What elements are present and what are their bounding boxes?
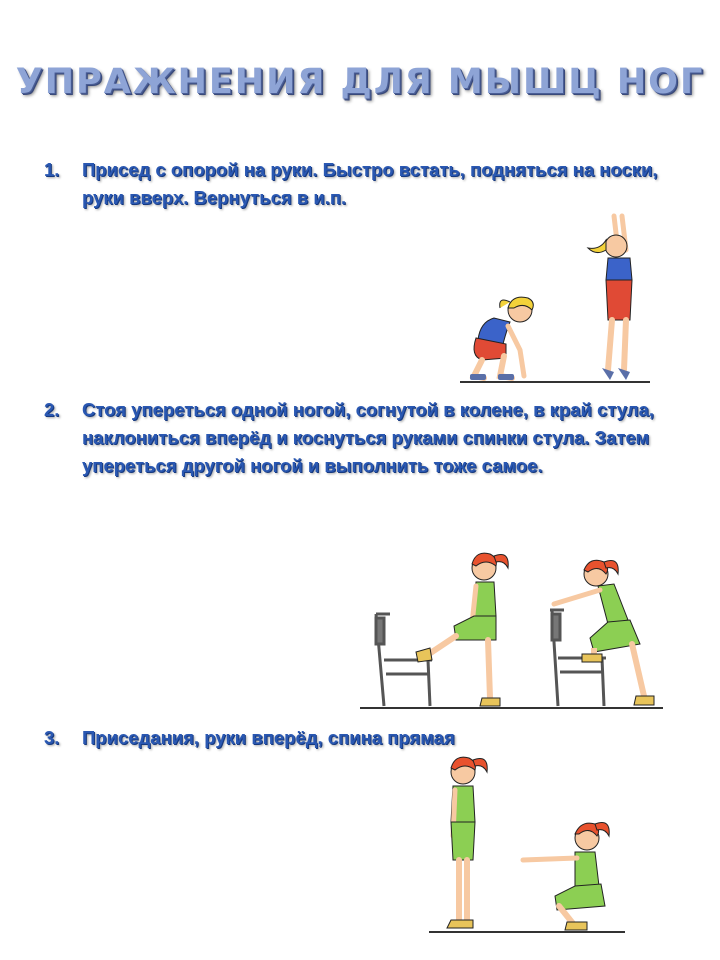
exercise-1-illustration <box>440 210 670 390</box>
exercise-2-text: Стоя упереться одной ногой, согнутой в колене, в край стула, наклониться вперёд и коснуться руками спинки стула. Затем упереться другой ногой и выполнить тоже самое. <box>82 399 655 476</box>
exercise-3 <box>44 724 684 752</box>
standing-girl-figure <box>447 757 487 928</box>
exercise-2-illustration <box>358 540 668 715</box>
exercise-1-number: 1. <box>44 159 60 180</box>
exercise-1-text: Присед с опорой на руки. Быстро встать, подняться на носки, руки вверх. Вернуться в и.п. <box>82 159 658 208</box>
exercise-1 <box>44 156 684 212</box>
page-title: УПРАЖНЕНИЯ ДЛЯ МЫШЦ НОГ <box>15 62 705 102</box>
crouching-girl-figure <box>470 297 533 380</box>
squatting-girl-arms-forward-figure <box>523 823 609 931</box>
exercise-2 <box>44 396 684 480</box>
exercise-3-illustration <box>425 750 630 940</box>
exercise-3-text: Приседания, руки вперёд, спина прямая <box>82 727 455 748</box>
exercise-2-number: 2. <box>44 399 60 420</box>
standing-girl-arms-up-figure <box>588 216 632 380</box>
exercise-3-number: 3. <box>44 727 60 748</box>
